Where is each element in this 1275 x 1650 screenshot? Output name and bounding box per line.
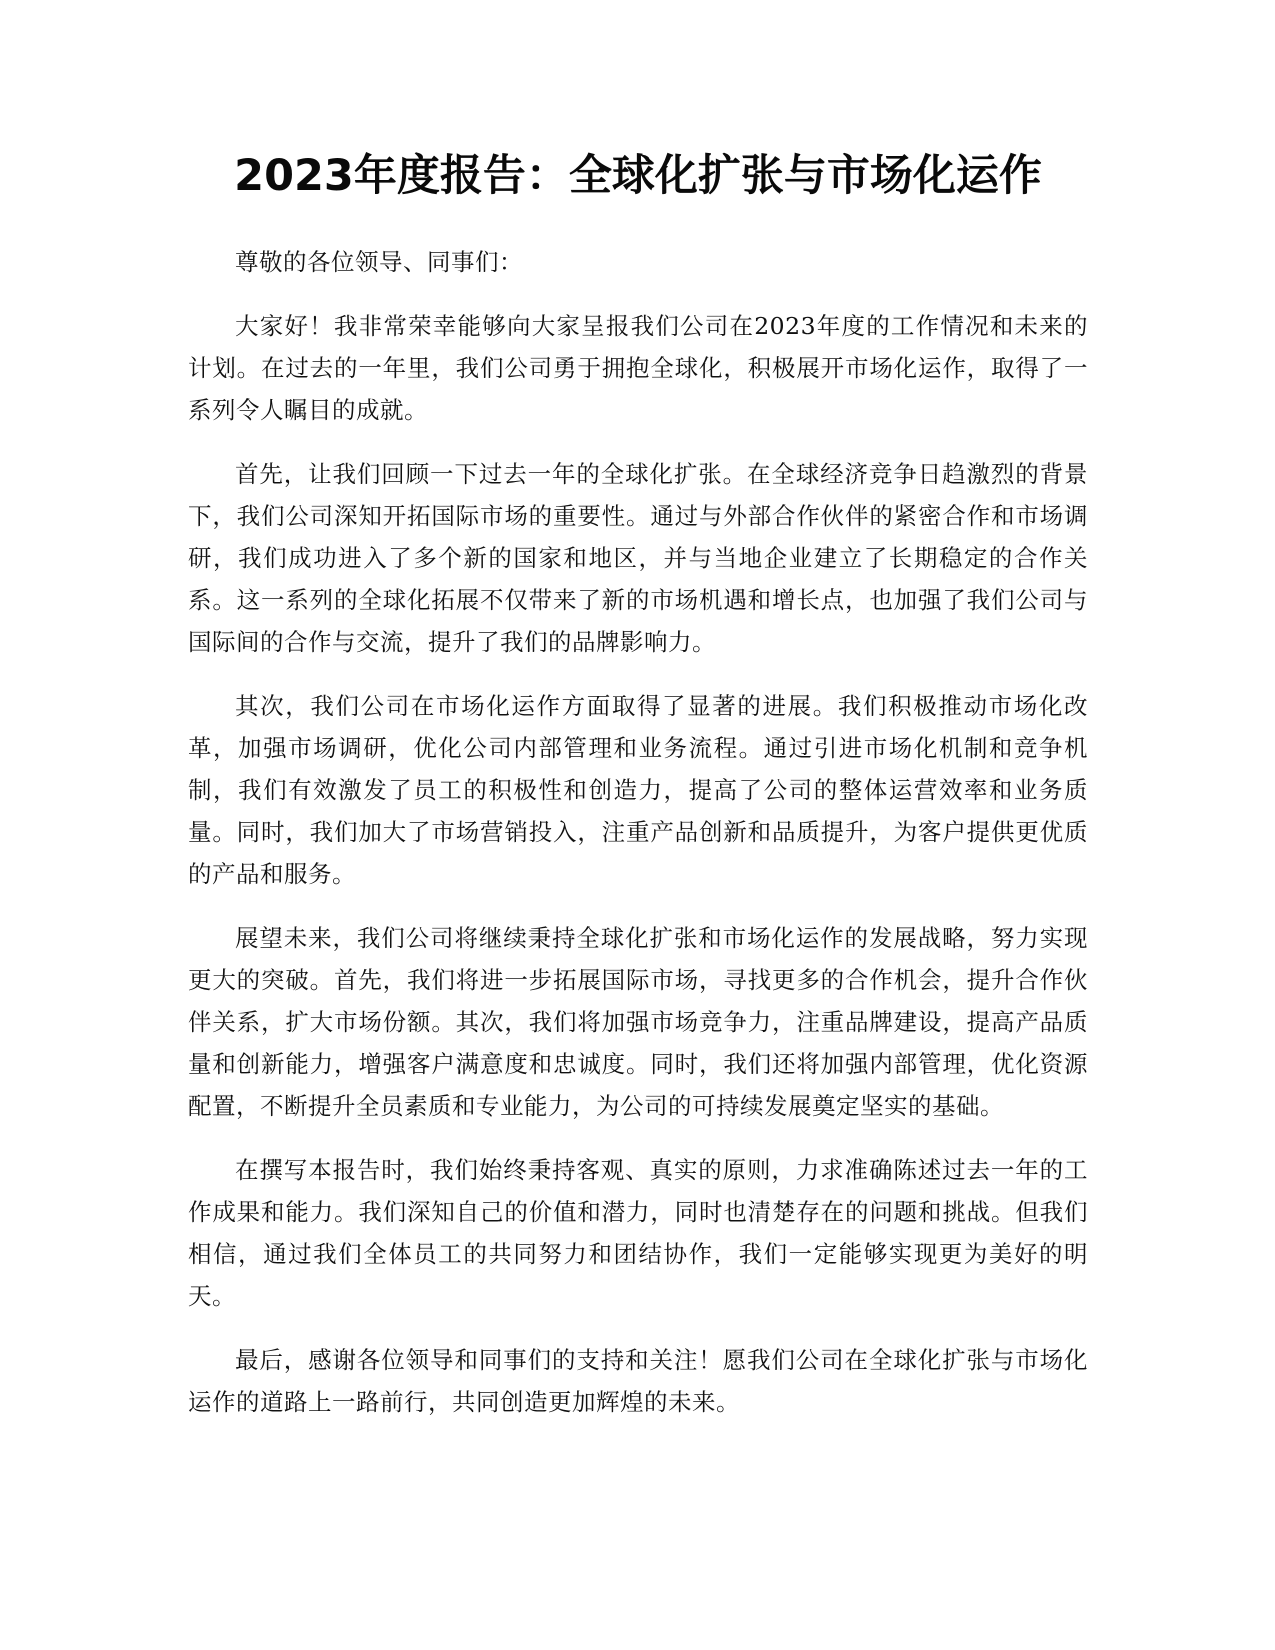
principles-paragraph: 在撰写本报告时，我们始终秉持客观、真实的原则，力求准确陈述过去一年的工作成果和能力。我们深知自己的价值和潜力，同时也清楚存在的问题和挑战。但我们相信，通过我们全体员工的共同努力和团结协作，我们一定能够实现更为美好的明天。 (188, 1156, 1088, 1310)
market-operation-paragraph: 其次，我们公司在市场化运作方面取得了显著的进展。我们积极推动市场化改革，加强市场调研，优化公司内部管理和业务流程。通过引进市场化机制和竞争机制，我们有效激发了员工的积极性和创造力，提高了公司的整体运营效率和业务质量。同时，我们加大了市场营销投入，注重产品创新和品质提升，为客户提供更优质的产品和服务。 (188, 692, 1088, 888)
outlook-paragraph: 展望未来，我们公司将继续秉持全球化扩张和市场化运作的发展战略，努力实现更大的突破。首先，我们将进一步拓展国际市场，寻找更多的合作机会，提升合作伙伴关系，扩大市场份额。其次，我们将加强市场竞争力，注重品牌建设，提高产品质量和创新能力，增强客户满意度和忠诚度。同时，我们还将加强内部管理，优化资源配置，不断提升全员素质和专业能力，为公司的可持续发展奠定坚实的基础。 (188, 924, 1088, 1120)
closing-paragraph: 最后，感谢各位领导和同事们的支持和关注！愿我们公司在全球化扩张与市场化运作的道路上一路前行，共同创造更加辉煌的未来。 (188, 1346, 1088, 1416)
document-body (188, 241, 1088, 1445)
globalization-paragraph: 首先，让我们回顾一下过去一年的全球化扩张。在全球经济竞争日趋激烈的背景下，我们公司深知开拓国际市场的重要性。通过与外部合作伙伴的紧密合作和市场调研，我们成功进入了多个新的国家和地区，并与当地企业建立了长期稳定的合作关系。这一系列的全球化拓展不仅带来了新的市场机遇和增长点，也加强了我们公司与国际间的合作与交流，提升了我们的品牌影响力。 (188, 460, 1088, 656)
document-title: 2023年度报告：全球化扩张与市场化运作 (234, 151, 1042, 201)
greeting-paragraph: 大家好！我非常荣幸能够向大家呈报我们公司在2023年度的工作情况和未来的计划。在过去的一年里，我们公司勇于拥抱全球化，积极展开市场化运作，取得了一系列令人瞩目的成就。 (188, 312, 1088, 424)
salutation-paragraph: 尊敬的各位领导、同事们： (235, 248, 523, 276)
